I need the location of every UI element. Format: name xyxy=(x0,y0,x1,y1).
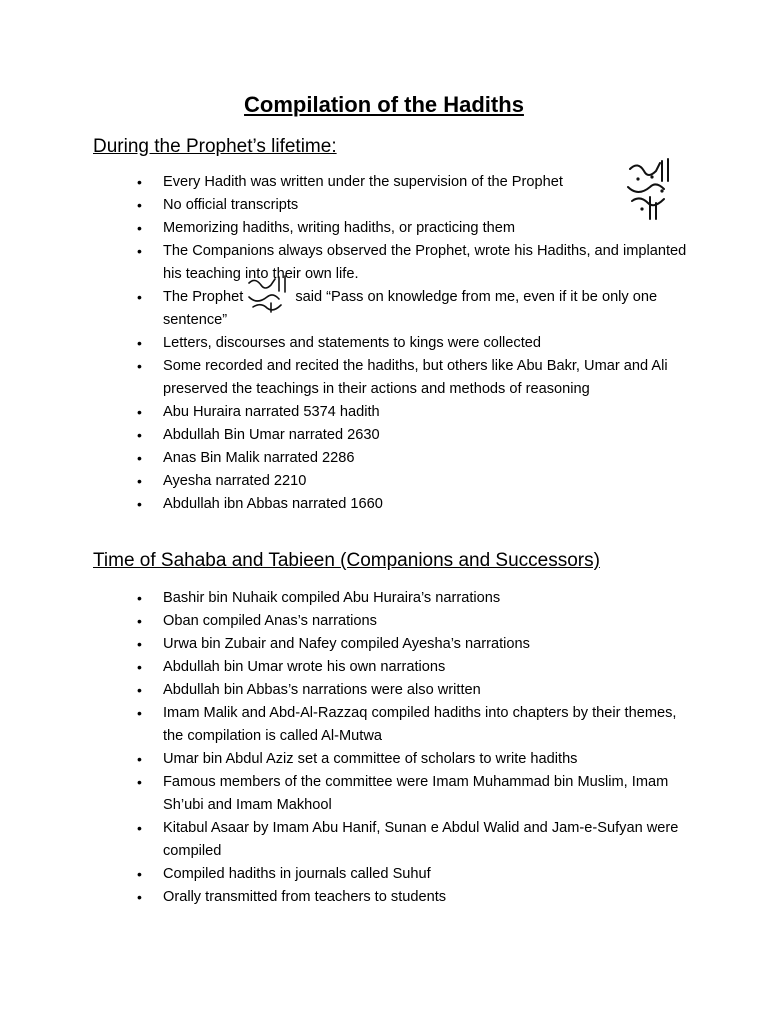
list-item: • Memorizing hadiths, writing hadiths, or practicing them xyxy=(137,217,697,240)
list-item: • No official transcripts xyxy=(137,194,697,217)
list-item: • Abdullah bin Umar wrote his own narrations xyxy=(137,656,697,679)
bullet: • xyxy=(137,427,142,443)
bullet: • xyxy=(137,450,142,466)
prophet-lifetime-list xyxy=(137,171,697,516)
list-item: • Every Hadith was written under the supervision of the Prophet xyxy=(137,171,697,194)
bullet: • xyxy=(137,613,142,629)
page-title: Compilation of the Hadiths xyxy=(244,92,524,117)
bullet: • xyxy=(137,174,142,190)
bullet: • xyxy=(137,496,142,512)
salawat-inline-icon xyxy=(245,275,293,313)
list-item: • Kitabul Asaar by Imam Abu Hanif, Sunan e Abdul Walid and Jam-e-Sufyan were compiled xyxy=(137,817,697,863)
list-item: • Abdullah bin Abbas’s narrations were also written xyxy=(137,679,697,702)
list-item: • Letters, discourses and statements to kings were collected xyxy=(137,332,697,355)
bullet: • xyxy=(137,243,142,259)
list-item: • Bashir bin Nuhaik compiled Abu Huraira’s narrations xyxy=(137,587,697,610)
list-item: • The Companions always observed the Prophet, wrote his Hadiths, and implanted his teaching into their own life. xyxy=(137,240,697,286)
list-item: • Umar bin Abdul Aziz set a committee of scholars to write hadiths xyxy=(137,748,697,771)
bullet: • xyxy=(137,358,142,374)
list-item: • Anas Bin Malik narrated 2286 xyxy=(137,447,697,470)
section-heading-sahaba-tabieen: Time of Sahaba and Tabieen (Companions and Successors) xyxy=(93,550,600,571)
bullet: • xyxy=(137,636,142,652)
list-item: • Abu Huraira narrated 5374 hadith xyxy=(137,401,697,424)
bullet: • xyxy=(137,404,142,420)
bullet: • xyxy=(137,866,142,882)
bullet: • xyxy=(137,682,142,698)
list-item: • Abdullah Bin Umar narrated 2630 xyxy=(137,424,697,447)
list-item: • Oban compiled Anas’s narrations xyxy=(137,610,697,633)
list-item: • Abdullah ibn Abbas narrated 1660 xyxy=(137,493,697,516)
bullet: • xyxy=(137,705,142,721)
bullet: • xyxy=(137,220,142,236)
list-item: • Some recorded and recited the hadiths, but others like Abu Bakr, Umar and Ali preserved the teachings in their actions and methods of reasoning xyxy=(137,355,697,401)
list-item: • Orally transmitted from teachers to students xyxy=(137,886,697,909)
bullet: • xyxy=(137,197,142,213)
section-heading-prophet-lifetime: During the Prophet’s lifetime: xyxy=(93,136,337,157)
bullet: • xyxy=(137,774,142,790)
sahaba-tabieen-list xyxy=(137,587,697,909)
list-item: • Imam Malik and Abd-Al-Razzaq compiled hadiths into chapters by their themes, the compilation is called Al-Mutwa xyxy=(137,702,697,748)
bullet: • xyxy=(137,590,142,606)
bullet: • xyxy=(137,659,142,675)
list-item: • Urwa bin Zubair and Nafey compiled Ayesha’s narrations xyxy=(137,633,697,656)
list-item: • Compiled hadiths in journals called Suhuf xyxy=(137,863,697,886)
bullet: • xyxy=(137,751,142,767)
list-item: • Famous members of the committee were Imam Muhammad bin Muslim, Imam Sh’ubi and Imam Makhool xyxy=(137,771,697,817)
bullet: • xyxy=(137,889,142,905)
list-item: • The Prophet said “Pass on knowledge from me, even if it be only one sentence” xyxy=(137,286,697,332)
bullet: • xyxy=(137,820,142,836)
bullet: • xyxy=(137,335,142,351)
list-item: • Ayesha narrated 2210 xyxy=(137,470,697,493)
bullet: • xyxy=(137,473,142,489)
bullet: • xyxy=(137,289,142,305)
